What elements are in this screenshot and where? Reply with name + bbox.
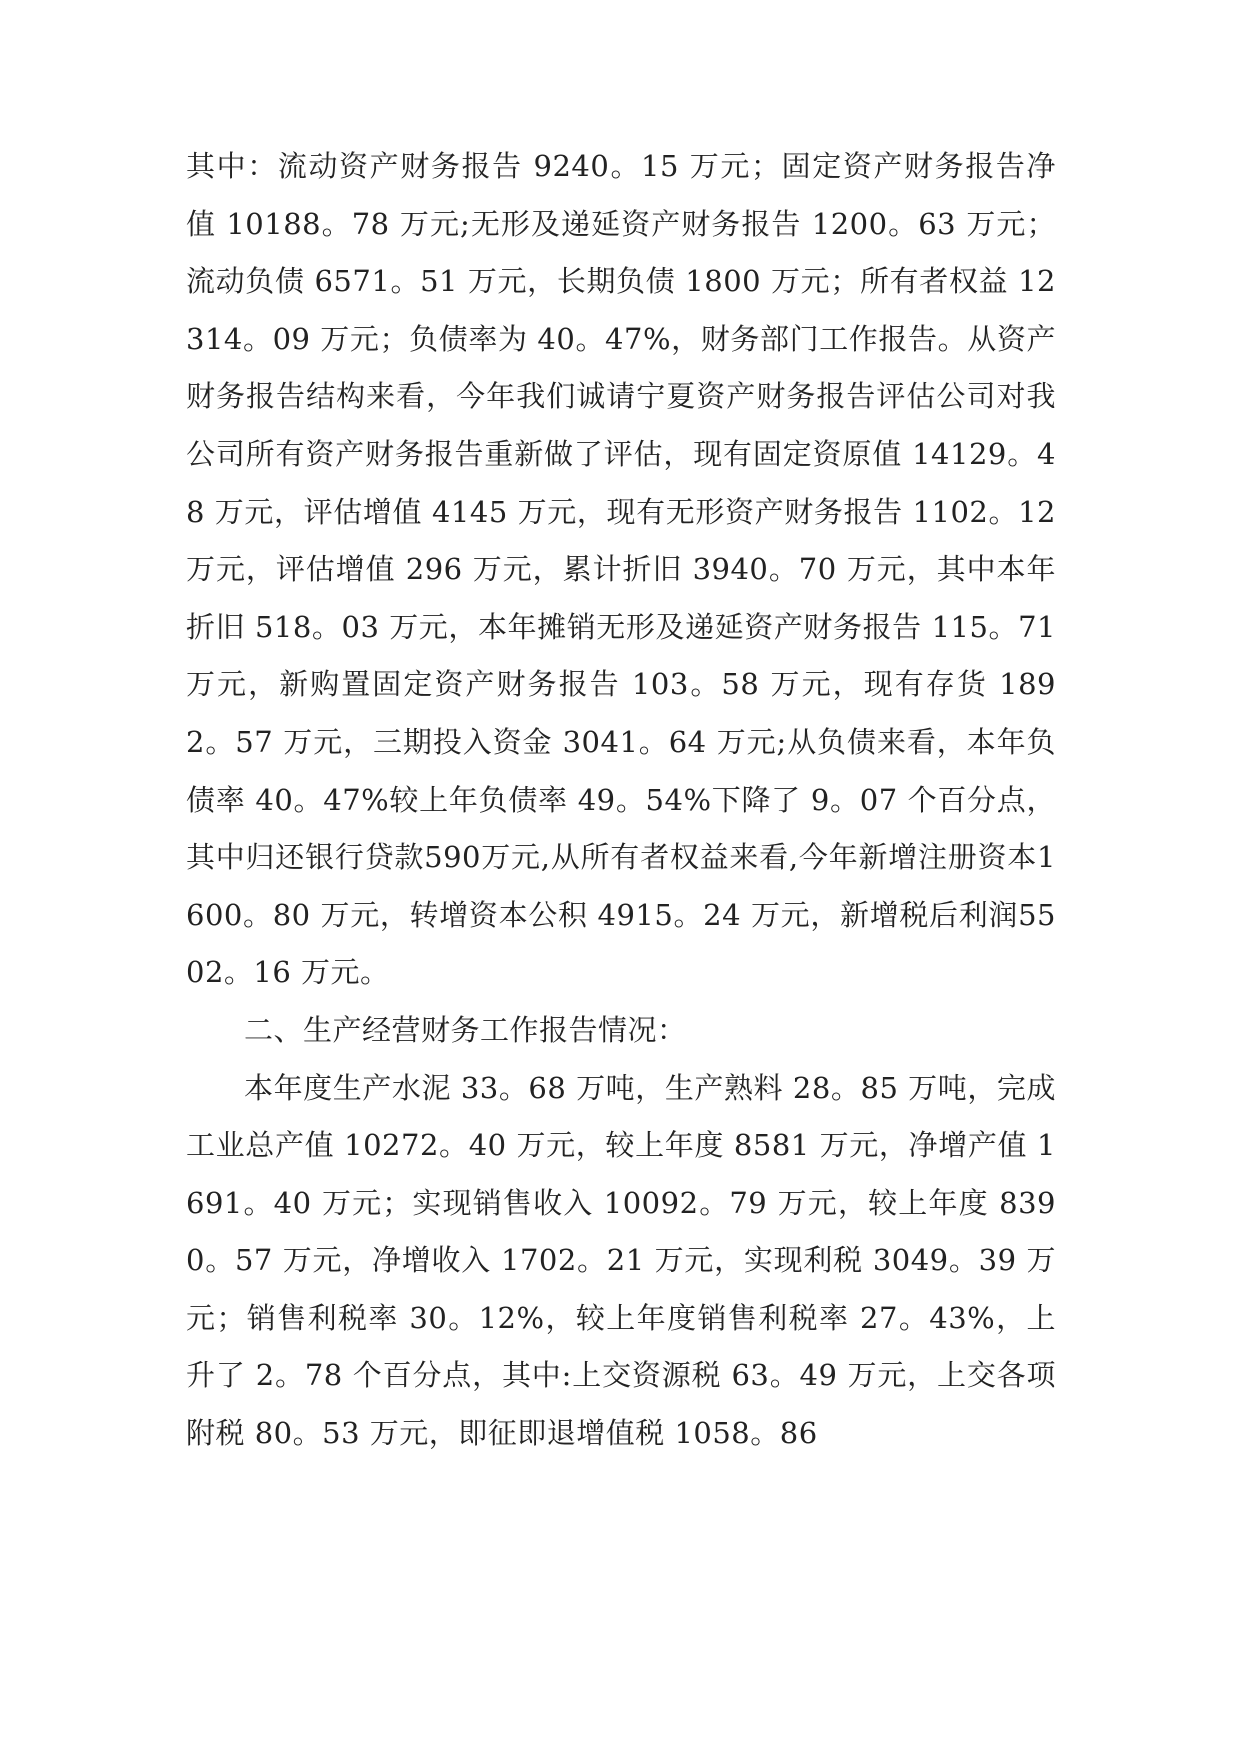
paragraph-production: 本年度生产水泥 33。68 万吨，生产熟料 28。85 万吨，完成工业总产值 10272。40 万元，较上年度 8581 万元，净增产值 1691。40 万元；实现销售收入 10092。79 万元，较上年度 8390。57 万元，净增收入 1702。21 万元，实现利税 3049。39 万元；销售利税率 30。12%，较上年度销售利税率 27。43%，上升了 2。78 个百分点，其中:上交资源税 63。49 万元，上交各项附税 80。53 万元，即征即退增值税 1058。86 (186, 1070, 1056, 1451)
paragraph-balance-sheet: 其中：流动资产财务报告 9240。15 万元；固定资产财务报告净值 10188。78 万元;无形及递延资产财务报告 1200。63 万元；流动负债 6571。51 万元，长期负债 1800 万元；所有者权益 12314。09 万元；负债率为 40。47%，财务部门工作报告。从资产财务报告结构来看，今年我们诚请宁夏资产财务报告评估公司对我公司所有资产财务报告重新做了评估，现有固定资原值 14129。48 万元，评估增值 4145 万元，现有无形资产财务报告 1102。12 万元，评估增值 296 万元，累计折旧 3940。70 万元，其中本年折旧 518。03 万元，本年摊销无形及递延资产财务报告 115。71 万元，新购置固定资产财务报告 103。58 万元，现有存货 1892。57 万元，三期投入资金 3041。64 万元;从负债来看，本年负债率 40。47%较上年负债率 49。54%下降了 9。07 个百分点，其中归还银行贷款590万元,从所有者权益来看,今年新增注册资本1600。80 万元，转增资本公积 4915。24 万元，新增税后利润5502。16 万元。 (186, 149, 1056, 990)
document-page (186, 138, 1056, 1463)
section-heading-production: 二、生产经营财务工作报告情况： (244, 1012, 687, 1047)
